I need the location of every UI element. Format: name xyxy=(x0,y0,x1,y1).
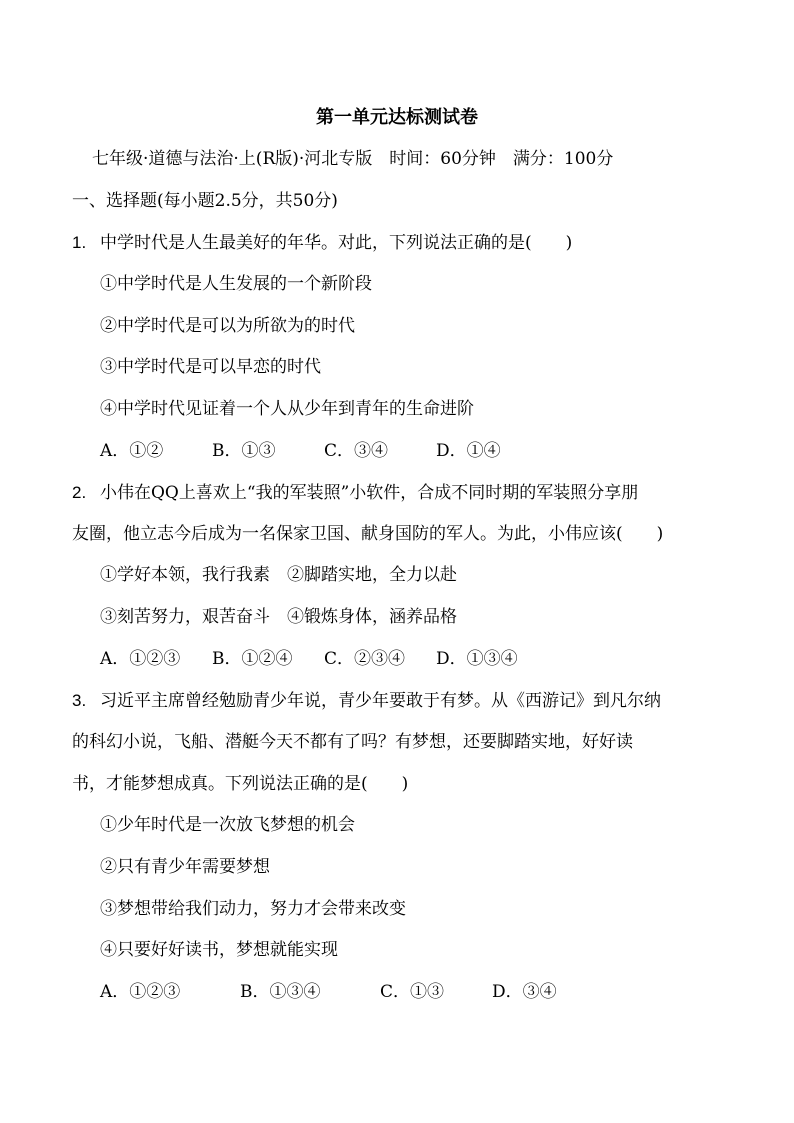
choice-a[interactable]: A．①②③ xyxy=(100,649,181,669)
choice-d[interactable]: D．①③④ xyxy=(436,649,518,669)
question-number: 3. xyxy=(72,691,87,710)
question-stem: 书，才能梦想成真。下列说法正确的是( ) xyxy=(72,774,409,794)
choice-a[interactable]: A．①②③ xyxy=(100,982,181,1002)
question-stem: 习近平主席曾经勉励青少年说，青少年要敢于有梦。从《西游记》到凡尔纳 xyxy=(100,691,661,711)
choice-b[interactable]: B．①③④ xyxy=(240,982,321,1002)
exam-info: 七年级·道德与法治·上(R版)·河北专版 时间：60分钟 满分：100分 xyxy=(92,149,614,169)
statement: ①少年时代是一次放飞梦想的机会 xyxy=(100,815,355,835)
choice-c[interactable]: C．②③④ xyxy=(324,649,406,669)
statement: ①中学时代是人生发展的一个新阶段 xyxy=(100,274,372,294)
choice-c[interactable]: C．①③ xyxy=(380,982,445,1002)
question-number: 1. xyxy=(72,233,87,252)
page-title: 第一单元达标测试卷 xyxy=(316,107,478,128)
statement: ②中学时代是可以为所欲为的时代 xyxy=(100,316,355,336)
statement: ③刻苦努力，艰苦奋斗 ④锻炼身体，涵养品格 xyxy=(100,607,457,627)
choice-b[interactable]: B．①②④ xyxy=(212,649,293,669)
choice-d[interactable]: D．③④ xyxy=(492,982,557,1002)
choice-a[interactable]: A．①② xyxy=(100,441,164,461)
section-heading: 一、选择题(每小题2.5分，共50分) xyxy=(72,191,338,211)
statement: ③梦想带给我们动力，努力才会带来改变 xyxy=(100,899,406,919)
question-stem: 友圈，他立志今后成为一名保家卫国、献身国防的军人。为此，小伟应该( ) xyxy=(72,524,664,544)
choice-d[interactable]: D．①④ xyxy=(436,441,501,461)
choice-c[interactable]: C．③④ xyxy=(324,441,389,461)
question-stem: 中学时代是人生最美好的年华。对此，下列说法正确的是( ) xyxy=(100,233,573,253)
choice-b[interactable]: B．①③ xyxy=(212,441,276,461)
question-stem: 小伟在QQ上喜欢上“我的军装照”小软件，合成不同时期的军装照分享朋 xyxy=(100,483,639,503)
statement: ②只有青少年需要梦想 xyxy=(100,857,270,877)
statement: ④中学时代见证着一个人从少年到青年的生命进阶 xyxy=(100,399,474,419)
statement: ③中学时代是可以早恋的时代 xyxy=(100,357,321,377)
question-stem: 的科幻小说，飞船、潜艇今天不都有了吗？有梦想，还要脚踏实地，好好读 xyxy=(72,732,633,752)
statement: ①学好本领，我行我素 ②脚踏实地，全力以赴 xyxy=(100,565,457,585)
question-number: 2. xyxy=(72,483,87,502)
statement: ④只要好好读书，梦想就能实现 xyxy=(100,940,338,960)
